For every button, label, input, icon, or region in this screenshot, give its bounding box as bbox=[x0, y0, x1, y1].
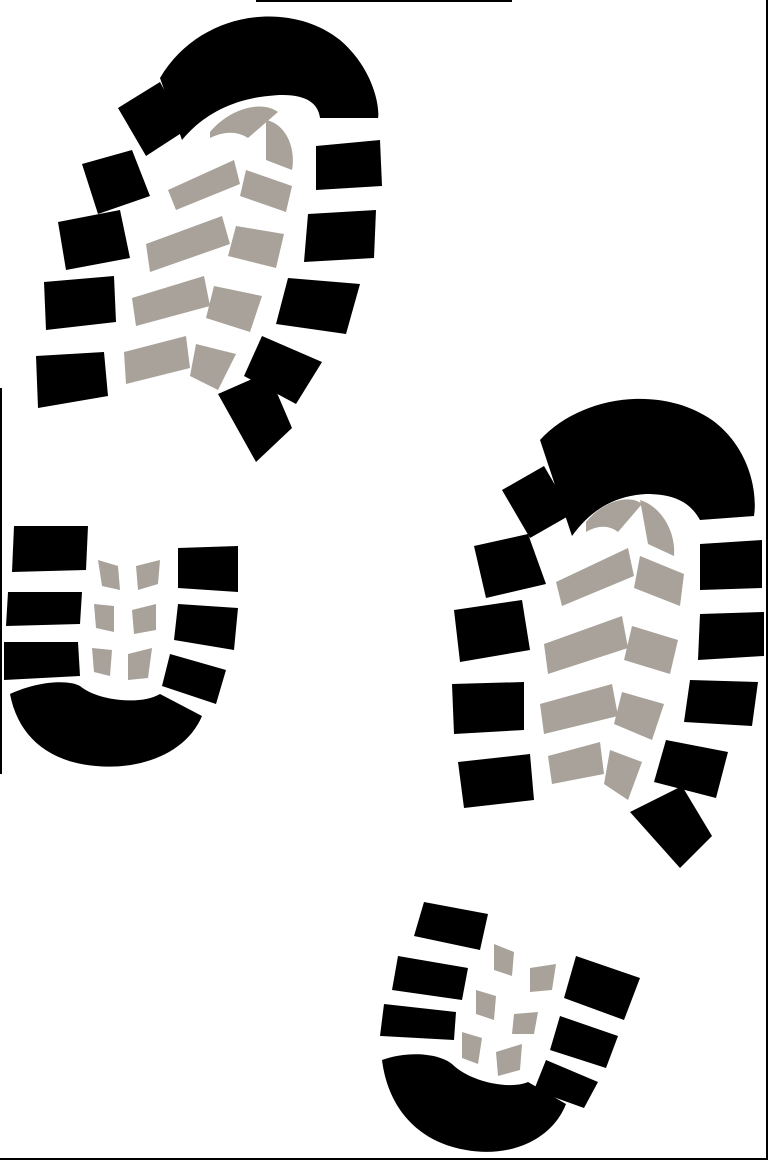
tread-chevron bbox=[94, 604, 114, 632]
lug bbox=[316, 140, 382, 190]
lug bbox=[654, 740, 728, 798]
lug bbox=[82, 150, 150, 214]
heel-cap bbox=[10, 682, 202, 766]
tread-chevron bbox=[132, 276, 210, 326]
heel-cap bbox=[382, 1054, 566, 1152]
lug bbox=[700, 540, 762, 590]
lug bbox=[36, 352, 108, 408]
lug bbox=[454, 600, 530, 662]
tread-heel-lower-right bbox=[462, 944, 556, 1076]
tread-chevron bbox=[128, 648, 152, 680]
lug bbox=[684, 680, 758, 726]
tread-chevron bbox=[548, 742, 604, 784]
lug bbox=[474, 534, 546, 598]
tread-chevron bbox=[136, 560, 160, 590]
lug bbox=[12, 526, 88, 572]
lug bbox=[44, 276, 116, 330]
boot-print-heel-lower-right bbox=[380, 902, 640, 1152]
lug bbox=[550, 1016, 618, 1068]
tread-chevron bbox=[124, 336, 190, 384]
tread-chevron bbox=[266, 120, 293, 170]
tread-chevron bbox=[544, 616, 628, 674]
tread-chevron bbox=[98, 560, 120, 590]
lug bbox=[276, 278, 360, 334]
tread-chevron bbox=[556, 548, 634, 606]
tread-chevron bbox=[132, 604, 156, 634]
lug bbox=[304, 210, 376, 262]
tread-chevron bbox=[634, 556, 684, 606]
lug bbox=[162, 654, 226, 704]
tread-chevron bbox=[540, 684, 618, 734]
lug bbox=[698, 612, 764, 660]
lug bbox=[630, 786, 712, 868]
tread-chevron bbox=[624, 626, 678, 674]
tread-chevron bbox=[240, 170, 292, 212]
lug bbox=[414, 902, 488, 950]
lug bbox=[458, 754, 534, 808]
tread-chevron bbox=[146, 216, 230, 272]
lug bbox=[564, 956, 640, 1020]
tread-chevron bbox=[462, 1032, 482, 1064]
boot-print-heel-left bbox=[4, 526, 238, 767]
tread-heel-left bbox=[92, 560, 160, 680]
lug bbox=[452, 682, 524, 734]
tread-chevron bbox=[92, 648, 112, 676]
tread-chevron bbox=[640, 500, 674, 556]
lug bbox=[174, 604, 238, 650]
tread-chevron bbox=[168, 160, 240, 210]
tread-chevron bbox=[530, 964, 556, 992]
lug bbox=[392, 956, 468, 1000]
tread-chevron bbox=[476, 990, 496, 1020]
lug bbox=[178, 546, 238, 592]
tread-chevron bbox=[496, 1044, 522, 1076]
tread-chevron bbox=[206, 286, 262, 332]
lug bbox=[58, 210, 130, 270]
lug bbox=[6, 592, 82, 626]
tread-chevron bbox=[228, 226, 284, 268]
tread-chevron bbox=[190, 344, 236, 390]
tread-chevron bbox=[604, 750, 642, 800]
tread-chevron bbox=[614, 692, 664, 740]
lug bbox=[380, 1004, 456, 1040]
lug bbox=[4, 642, 80, 680]
tread-chevron bbox=[494, 944, 514, 976]
tread-chevron bbox=[512, 1012, 538, 1034]
